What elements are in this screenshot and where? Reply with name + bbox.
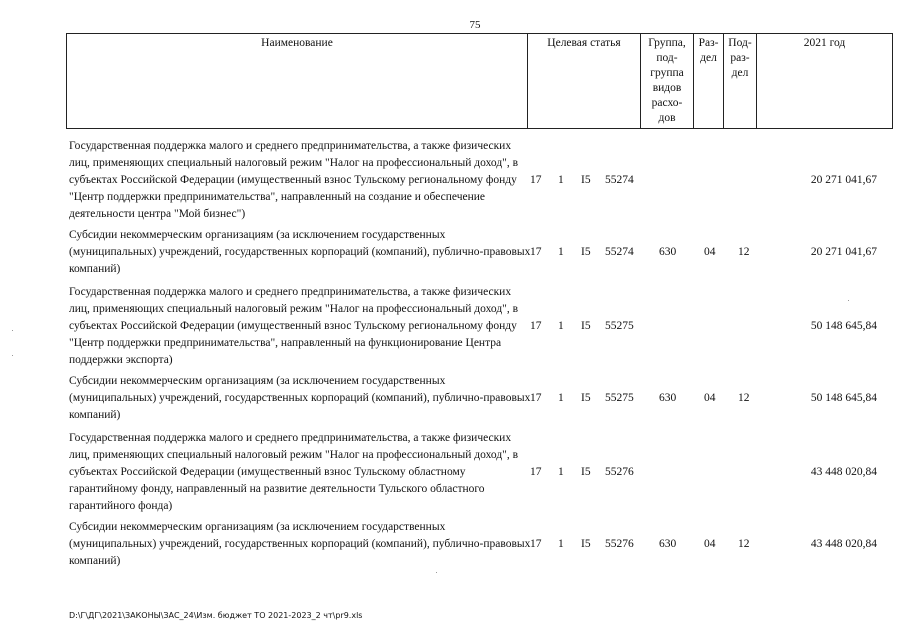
target-code-1: 17	[530, 174, 542, 186]
target-code-2: 1	[558, 538, 564, 550]
row-name: Государственная поддержка малого и среднего предпринимательства, а также физических лиц, применяющих специальный налоговый режим "Налог на профессиональный доход", в субъектах Российской Федерации (имущественный взнос Тульскому областному гарантийному фонду, направленный на развитие деятельности Тульского областного гарантийного фонда)	[69, 432, 519, 512]
target-code-1: 17	[530, 392, 542, 404]
table-row	[69, 138, 889, 223]
header-section: Раз- дел	[694, 34, 724, 129]
scan-speck	[12, 330, 13, 331]
expense-group: 630	[659, 392, 677, 404]
table-row	[69, 373, 889, 424]
amount-2021: 20 271 041,67	[810, 246, 877, 258]
target-code-4: 55274	[605, 174, 634, 186]
target-code-3: I5	[581, 392, 591, 404]
table-header	[66, 33, 893, 129]
target-code-3: I5	[581, 320, 591, 332]
header-expense-group: Группа, под- группа видов расхо- дов	[641, 34, 694, 129]
row-name: Субсидии некоммерческим организациям (за исключением государственных (муниципальных) учреждений, государственных корпораций (компаний), публично-правовых компаний)	[69, 521, 531, 567]
amount-2021: 50 148 645,84	[810, 392, 877, 404]
table-row	[69, 430, 889, 515]
target-code-2: 1	[558, 466, 564, 478]
row-name: Государственная поддержка малого и среднего предпринимательства, а также физических лиц, применяющих специальный налоговый режим "Налог на профессиональный доход", в субъектах Российской Федерации (имущественный взнос Тульскому региональному фонду "Центр поддержки предпринимательства", направленный на создание и обеспечение деятельности центра "Мой бизнес")	[69, 140, 519, 220]
target-code-2: 1	[558, 320, 564, 332]
target-code-4: 55275	[605, 392, 634, 404]
header-name: Наименование	[67, 34, 528, 129]
target-code-2: 1	[558, 392, 564, 404]
row-name: Государственная поддержка малого и среднего предпринимательства, а также физических лиц, применяющих специальный налоговый режим "Налог на профессиональный доход", в субъектах Российской Федерации (имущественный взнос Тульскому региональному фонду "Центр поддержки предпринимательства", направленный на функционирование Центра поддержки экспорта)	[69, 286, 519, 366]
amount-2021: 20 271 041,67	[810, 174, 877, 186]
subsection-code: 12	[738, 538, 750, 550]
table-row	[69, 284, 889, 369]
section-code: 04	[704, 538, 716, 550]
expense-group: 630	[659, 246, 677, 258]
header-subsection: Под- раз- дел	[724, 34, 757, 129]
row-name: Субсидии некоммерческим организациям (за исключением государственных (муниципальных) учреждений, государственных корпораций (компаний), публично-правовых компаний)	[69, 229, 531, 275]
scan-speck	[436, 572, 437, 573]
expense-group: 630	[659, 538, 677, 550]
target-code-4: 55276	[605, 466, 634, 478]
target-code-3: I5	[581, 174, 591, 186]
row-name: Субсидии некоммерческим организациям (за исключением государственных (муниципальных) учреждений, государственных корпораций (компаний), публично-правовых компаний)	[69, 375, 531, 421]
scan-speck	[12, 355, 13, 356]
target-code-1: 17	[530, 246, 542, 258]
target-code-1: 17	[530, 466, 542, 478]
target-code-3: I5	[581, 466, 591, 478]
scan-speck	[848, 300, 849, 301]
footer-file-path: D:\Г\ДГ\2021\ЗАКОНЫ\ЗАС_24\Изм. бюджет ТО 2021-2023_2 чт\pr9.xls	[69, 611, 363, 620]
target-code-2: 1	[558, 246, 564, 258]
subsection-code: 12	[738, 392, 750, 404]
target-code-1: 17	[530, 320, 542, 332]
target-code-2: 1	[558, 174, 564, 186]
section-code: 04	[704, 246, 716, 258]
target-code-3: I5	[581, 246, 591, 258]
amount-2021: 43 448 020,84	[810, 538, 877, 550]
amount-2021: 43 448 020,84	[810, 466, 877, 478]
amount-2021: 50 148 645,84	[810, 320, 877, 332]
page-number: 75	[469, 19, 481, 31]
target-code-4: 55275	[605, 320, 634, 332]
subsection-code: 12	[738, 246, 750, 258]
table-row	[69, 519, 889, 570]
target-code-3: I5	[581, 538, 591, 550]
target-code-1: 17	[530, 538, 542, 550]
section-code: 04	[704, 392, 716, 404]
header-target-article: Целевая статья	[528, 34, 641, 129]
header-year: 2021 год	[757, 34, 893, 129]
table-row	[69, 227, 889, 278]
target-code-4: 55274	[605, 246, 634, 258]
target-code-4: 55276	[605, 538, 634, 550]
